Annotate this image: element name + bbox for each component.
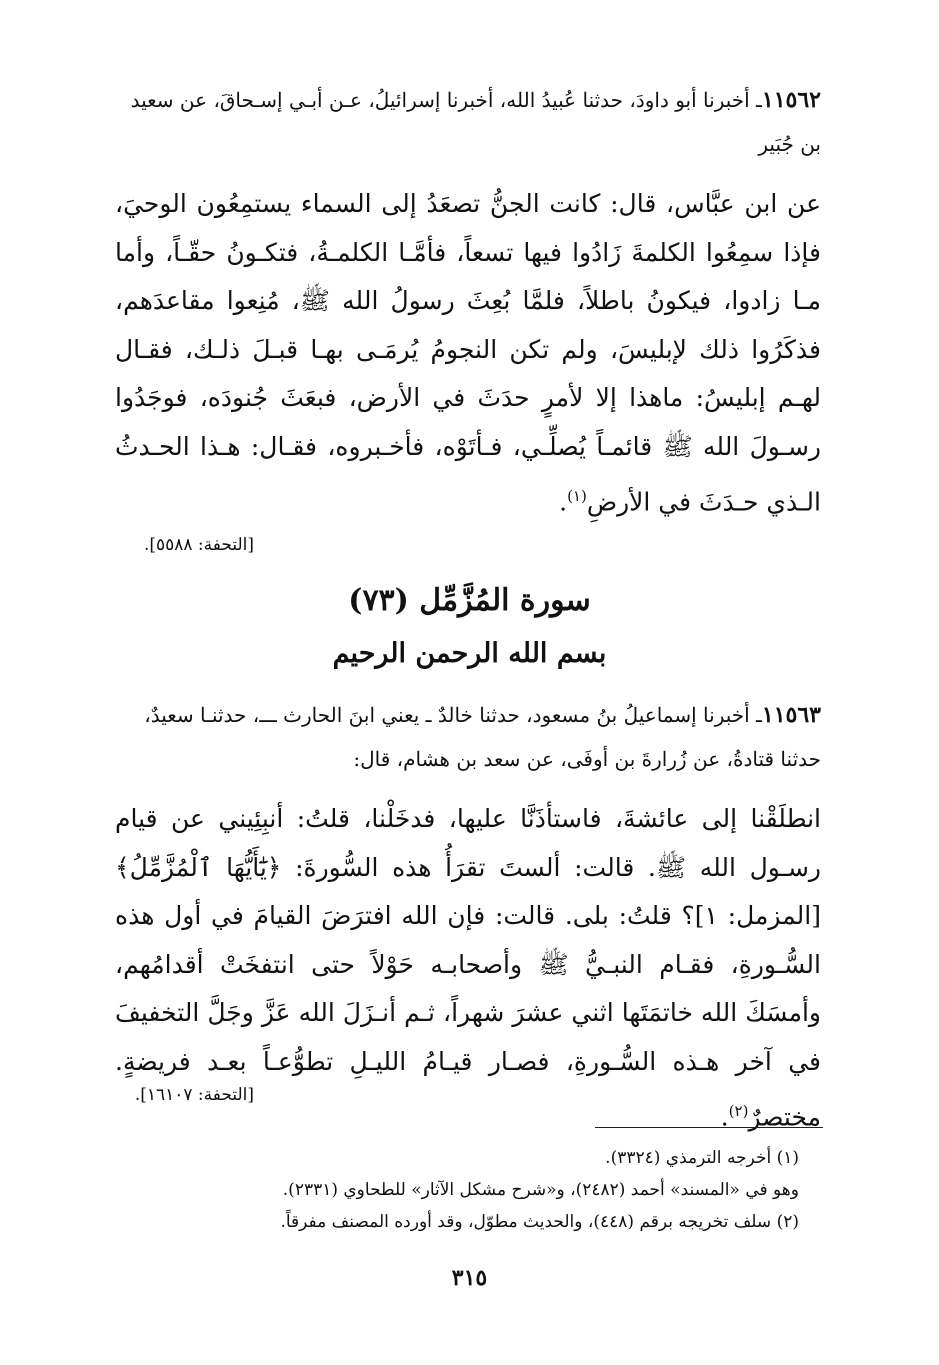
- hadith-1562-matn: [115, 180, 821, 526]
- isnad-text: ـ أخبرنا أبو داودَ، حدثنا عُبيدُ الله، أخبرنا إسرائيلُ، عـن أبـي إسـحاقَ، عن سعيد بن جُبَير: [130, 88, 821, 156]
- footnote-separator: [595, 1127, 823, 1128]
- matn-text: عن ابن عبَّاس، قال: كانت الجنُّ تصعَدُ إلى السماء يستمِعُون الوحيَ، فإذا سمِعُوا الكلمةَ زَادُوا فيها تسعاً، فأمَّـا الكلمـةُ، فتكـونُ حقّـاً، وأما مـا زادوا، فيكونُ باطلاً، فلمَّا بُعِثَ رسولُ الله ﷺ، مُنِعوا مقاعدَهم، فذكَرُوا ذلك لإبليسَ، ولم تكن النجومُ يُرمَـى بهـا قبـلَ ذلـك، فقـال لهـم إبليسُ: ماهذا إلا لأمرٍ حدَثَ في الأرض، فبعَثَ جُنودَه، فوجَدُوا رسـولَ الله ﷺ قائمـاً يُصلِّـي، فـأتَوْه، فأخـبروه، فقـال: هـذا الحـدثُ الـذي حـدَثَ في الأرضِ: [115, 189, 821, 516]
- isnad-text: ـ أخبرنا إسماعيلُ بنُ مسعود، حدثنا خالدٌ ـ يعني ابنَ الحارث ـــ، حدثنـا سعيدٌ، حدثنا قتادةُ، عن زُرارةَ بن أوفَى، عن سعد بن هشام، قال:: [144, 703, 821, 771]
- surah-title: سورة المُزَّمِّل (٧٣): [348, 583, 591, 618]
- hadith-number: ١١٥٦٢: [761, 87, 821, 113]
- footnote-1-continued: وهو في «المسند» أحمد (٢٤٨٢)، و«شرح مشكل الآثار» للطحاوي (٢٣٣١).: [282, 1180, 799, 1200]
- hadith-1563-isnad: [115, 693, 821, 781]
- footnotes: [115, 1142, 799, 1238]
- basmala: بسم الله الرحمن الرحيم: [332, 638, 607, 669]
- hadith-1562-isnad: [115, 78, 821, 166]
- tuhfa-reference: [التحفة: ٥٥٨٨].: [143, 535, 254, 555]
- footnote-marker: (١): [567, 486, 587, 505]
- footnote-marker: (٢): [728, 1101, 749, 1120]
- matn-text: انطلَقْنا إلى عائشةَ، فاستأذَنَّا عليها، فدخَلْنا، قلتُ: أنبِئِيني عن قيام رسـول الله ﷺ. قالت: ألستَ تقرَأُ هذه السُّورةَ: ﴿يَٰٓأَيُّهَا ٱلْمُزَّمِّلُ﴾ [المزمل: ١]؟ قلتُ: بلى. قالت: فإن الله افترَضَ القيامَ في أول هذه السُّـورةِ، فقـام النبـيُّ ﷺ وأصحابـه حَوْلاً حتى انتفخَتْ أقدامُهم، وأمسَكَ الله خاتمَتَها اثني عشرَ شهراً، ثـم أنـزَلَ الله عَزَّ وجَلَّ التخفيفَ في آخر هـذه السُّـورةِ، فصـار قيـامُ الليـلِ تطوُّعـاً بعـد فريضةٍ. مختصرٌ: [115, 804, 821, 1131]
- footnote-1: (١) أخرجه الترمذي (٣٣٢٤).: [605, 1148, 799, 1168]
- page-number: ٣١٥: [451, 1265, 488, 1291]
- footnote-2: (٢) سلف تخريجه برقم (٤٤٨)، والحديث مطوّل، وقد أورده المصنف مفرقاً.: [280, 1212, 799, 1232]
- hadith-number: ١١٥٦٣: [761, 702, 821, 728]
- matn-end: .: [720, 1101, 729, 1131]
- tuhfa-reference: [التحفة: ١٦١٠٧].: [134, 1085, 254, 1105]
- matn-end: .: [559, 486, 568, 516]
